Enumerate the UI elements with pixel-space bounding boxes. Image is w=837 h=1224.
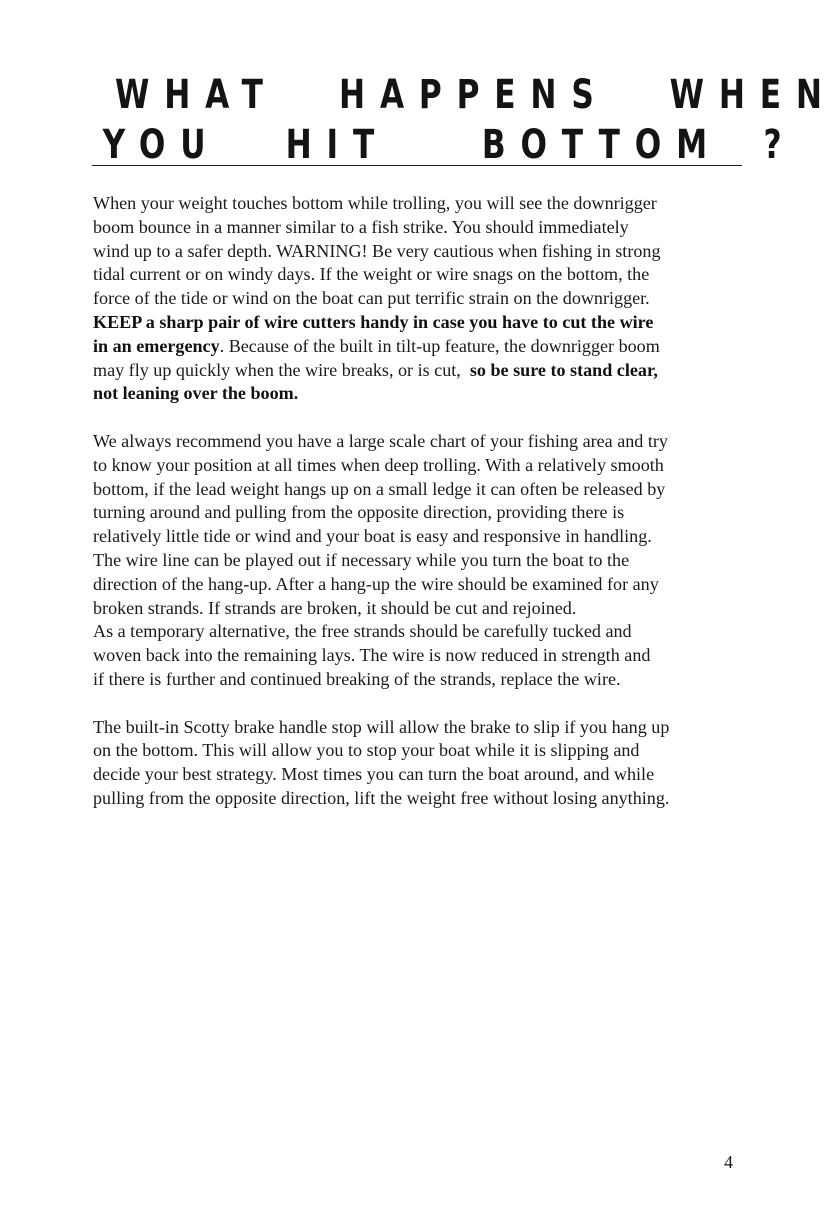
text-line: to know your position at all times when deep trolling. With a relatively smooth bbox=[93, 454, 664, 475]
text-line: broken strands. If strands are broken, it should be cut and rejoined. bbox=[93, 597, 577, 618]
text-line: woven back into the remaining lays. The wire is now reduced in strength and bbox=[93, 645, 651, 666]
paragraph-chart-advice bbox=[93, 430, 753, 692]
text-line: pulling from the opposite direction, lift the weight free without losing anything. bbox=[93, 787, 670, 808]
title-divider bbox=[92, 165, 742, 166]
text-line: The built-in Scotty brake handle stop will allow the brake to slip if you hang up bbox=[93, 716, 670, 737]
text-line: When your weight touches bottom while trolling, you will see the downrigger bbox=[93, 193, 657, 213]
title-word-when: WHEN bbox=[670, 72, 837, 118]
text-line: tidal current or on windy days. If the weight or wire snags on the bottom, the bbox=[93, 264, 650, 285]
boom-warning: not leaning over the boom. bbox=[93, 383, 299, 404]
text-line: As a temporary alternative, the free strands should be carefully tucked and bbox=[93, 621, 632, 642]
text-line: force of the tide or wind on the boat can put terrific strain on the downrigger. bbox=[93, 288, 650, 309]
text-line: decide your best strategy. Most times you can turn the boat around, and while bbox=[93, 764, 655, 785]
title-word-what: WHAT bbox=[114, 72, 278, 118]
emergency-emphasis: in an emergency bbox=[93, 335, 220, 356]
title-word-bottom: BOTTOM bbox=[481, 122, 722, 168]
page-number: 4 bbox=[724, 1152, 733, 1172]
text-line: We always recommend you have a large scale chart of your fishing area and try bbox=[93, 430, 668, 451]
title-word-happens: HAPPENS bbox=[338, 72, 609, 118]
text-line: if there is further and continued breaking of the strands, replace the wire. bbox=[93, 668, 621, 689]
text-line: wind up to a safer depth. WARNING! Be very cautious when fishing in strong bbox=[93, 240, 661, 261]
tilt-up-text: . Because of the built in tilt-up feature, the downrigger boom bbox=[219, 335, 660, 356]
text-line: bottom, if the lead weight hangs up on a small ledge it can often be released by bbox=[93, 478, 666, 499]
warning-wire-cutters: KEEP a sharp pair of wire cutters handy in case you have to cut the wire bbox=[93, 311, 654, 332]
text-line: turning around and pulling from the opposite direction, providing there is bbox=[93, 502, 625, 523]
text-line: direction of the hang-up. After a hang-up the wire should be examined for any bbox=[93, 573, 659, 594]
title-line-1 bbox=[92, 70, 837, 120]
paragraph-brake-handle bbox=[93, 716, 753, 811]
title-word-hit: HIT bbox=[285, 122, 390, 168]
text-line: on the bottom. This will allow you to stop your boat while it is slipping and bbox=[93, 740, 640, 761]
stand-clear-warning: so be sure to stand clear, bbox=[469, 359, 658, 380]
text-line bbox=[93, 359, 753, 383]
text-line bbox=[93, 335, 753, 359]
text-line: boom bounce in a manner similar to a fish strike. You should immediately bbox=[93, 216, 629, 237]
paragraph-hitting-bottom bbox=[93, 192, 753, 406]
text-line: The wire line can be played out if necessary while you turn the boat to the bbox=[93, 549, 630, 570]
title-word-you: YOU bbox=[102, 122, 221, 168]
text-line: relatively little tide or wind and your boat is easy and responsive in handling. bbox=[93, 526, 652, 547]
wire-breaks-text: may fly up quickly when the wire breaks, or is cut, bbox=[93, 359, 461, 380]
page-title bbox=[92, 70, 837, 170]
title-question-mark: ? bbox=[764, 122, 783, 168]
body-text bbox=[93, 192, 753, 835]
title-line-2 bbox=[92, 120, 783, 170]
